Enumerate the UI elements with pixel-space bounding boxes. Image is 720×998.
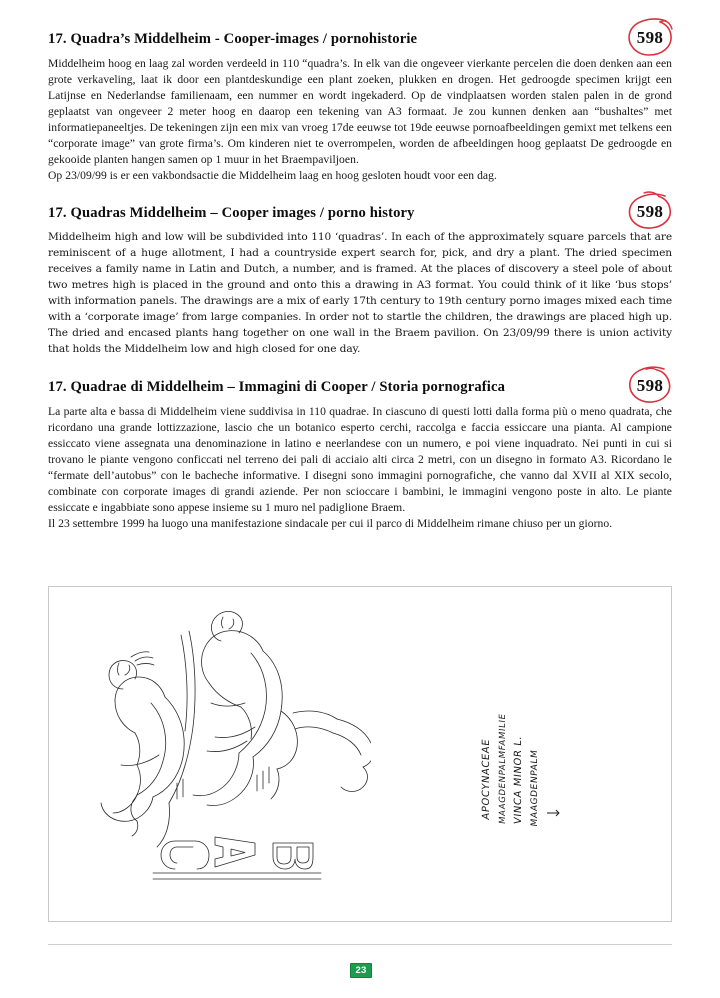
handwritten-line-1: APOCYNACEAE	[481, 738, 492, 821]
paragraph: La parte alta e bassa di Middelheim viene suddivisa in 110 quadrae. In ciascuno di questi lotti dalla forma più o meno quadrata, che ricordano una grande lottizzazione, lascio che un botanico esperto cerchi, raccolga e faccia essiccare una pianta. Al campione essiccato viene assegnata una denominazione in latino e neerlandese con un numero, e poi viene inquadrato. Nei punti in cui si trovano le piante vengono conficcati nel terreno dei pali di acciaio alti circa 2 metri, con un disegno in formato A3. Ricordano le “fermate dell’autobus” con le bacheche informative. I disegni sono immagini pornografiche, che vanno dal XVII al XIX secolo, combinate con corporate images di grandi aziende. Per non scioccare i bambini, le immagini vengono poste in alto. Le piante essiccate e ingabbiate sono appese insieme su 1 muro nel padiglione Braem.	[48, 404, 672, 514]
body-text-dutch	[48, 56, 672, 184]
circled-marker-598-italian	[622, 365, 678, 407]
handwritten-plant-label	[467, 653, 637, 828]
section-dutch	[48, 30, 672, 184]
page-title-english: 17. Quadras Middelheim – Cooper images / porno history	[48, 205, 415, 222]
circled-marker-598-english	[622, 191, 678, 233]
figure-inner	[49, 587, 671, 921]
handwritten-line-4: MAAGDENPALM	[530, 749, 540, 828]
page-number-badge: 23	[350, 963, 372, 978]
handwritten-line-2: MAAGDENPALMFAMILIE	[498, 712, 508, 825]
paragraph: Middelheim high and low will be subdivided into 110 ‘quadras’. In each of the approximately square parcels that are reminiscent of a huge allotment, I had a countryside expert search for, pick, and dry a plant. The dried specimen receives a family name in Latin and Dutch, a number, and is framed. At the places of discovery a steel pole of about two metres high is placed in the ground and onto this a drawing in A3 format. You could think of it like ‘bus stops’ with information panels. The drawings are a mix of early 17th century to 19th century porno images mixed each time with a ‘corporate image’ from large companies. In order not to startle the children, the drawings are placed high up. The dried and encased plants hang together on one wall in the Braem pavilion. On 23/09/99 there is union activity that holds the Middelheim low and high closed for one day.	[48, 231, 672, 355]
paragraph: Op 23/09/99 is er een vakbondsactie die Middelheim laag en hoog gesloten houdt voor een dag.	[48, 169, 497, 183]
page-title-italian: 17. Quadrae di Middelheim – Immagini di Cooper / Storia pornografica	[48, 378, 506, 395]
marker-number-text: 598	[636, 28, 664, 47]
page-content	[48, 30, 672, 548]
paragraph: Il 23 settembre 1999 ha luogo una manifestazione sindacale per cui il parco di Middelheim rimane chiuso per un giorno.	[48, 516, 613, 530]
section-heading-row	[48, 375, 672, 404]
section-italian	[48, 375, 672, 532]
body-text-italian	[48, 404, 672, 532]
section-heading-row	[48, 30, 672, 56]
page-title-dutch: 17. Quadra’s Middelheim - Cooper-images / pornohistorie	[48, 31, 418, 47]
section-heading-row	[48, 204, 672, 230]
footer-divider	[48, 944, 672, 945]
paragraph: Middelheim hoog en laag zal worden verdeeld in 110 “quadra’s. In elk van die ongeveer vierkante percelen die doen denken aan een grote verkaveling, laat ik door een plantdeskundige een plant zoeken, plukken en drogen. Het gedroogde specimen krijgt een Latijnse en Nederlandse familienaam, een nummer en wordt ingekaderd. Op de vindplaatsen worden stalen palen in de grond geplaatst van ongeveer 2 meter hoog en daarop een tekening van A3 formaat. Je zou kunnen denken aan “bushaltes” met informatiepaneeltjes. De tekeningen zijn een mix van vroeg 17de eeuwse tot 19de eeuwse pornoafbeeldingen gemixt met telkens een “corporate image” van grote firma’s. Om kinderen niet te overrompelen, worden de afbeeldingen hoog geplaatst De gedroogde en gekooide planten hangen samen op 1 muur in het Braempaviljoen.	[48, 57, 672, 167]
section-english	[48, 204, 672, 357]
marker-number-text: 598	[636, 375, 664, 395]
body-text-english	[48, 230, 672, 357]
marker-number-text: 598	[636, 202, 664, 222]
handwritten-line-3: VINCA MINOR L.	[513, 735, 524, 826]
figure-frame	[48, 586, 672, 922]
circled-marker-598-dutch	[622, 17, 678, 59]
line-art-illustration	[71, 597, 371, 917]
